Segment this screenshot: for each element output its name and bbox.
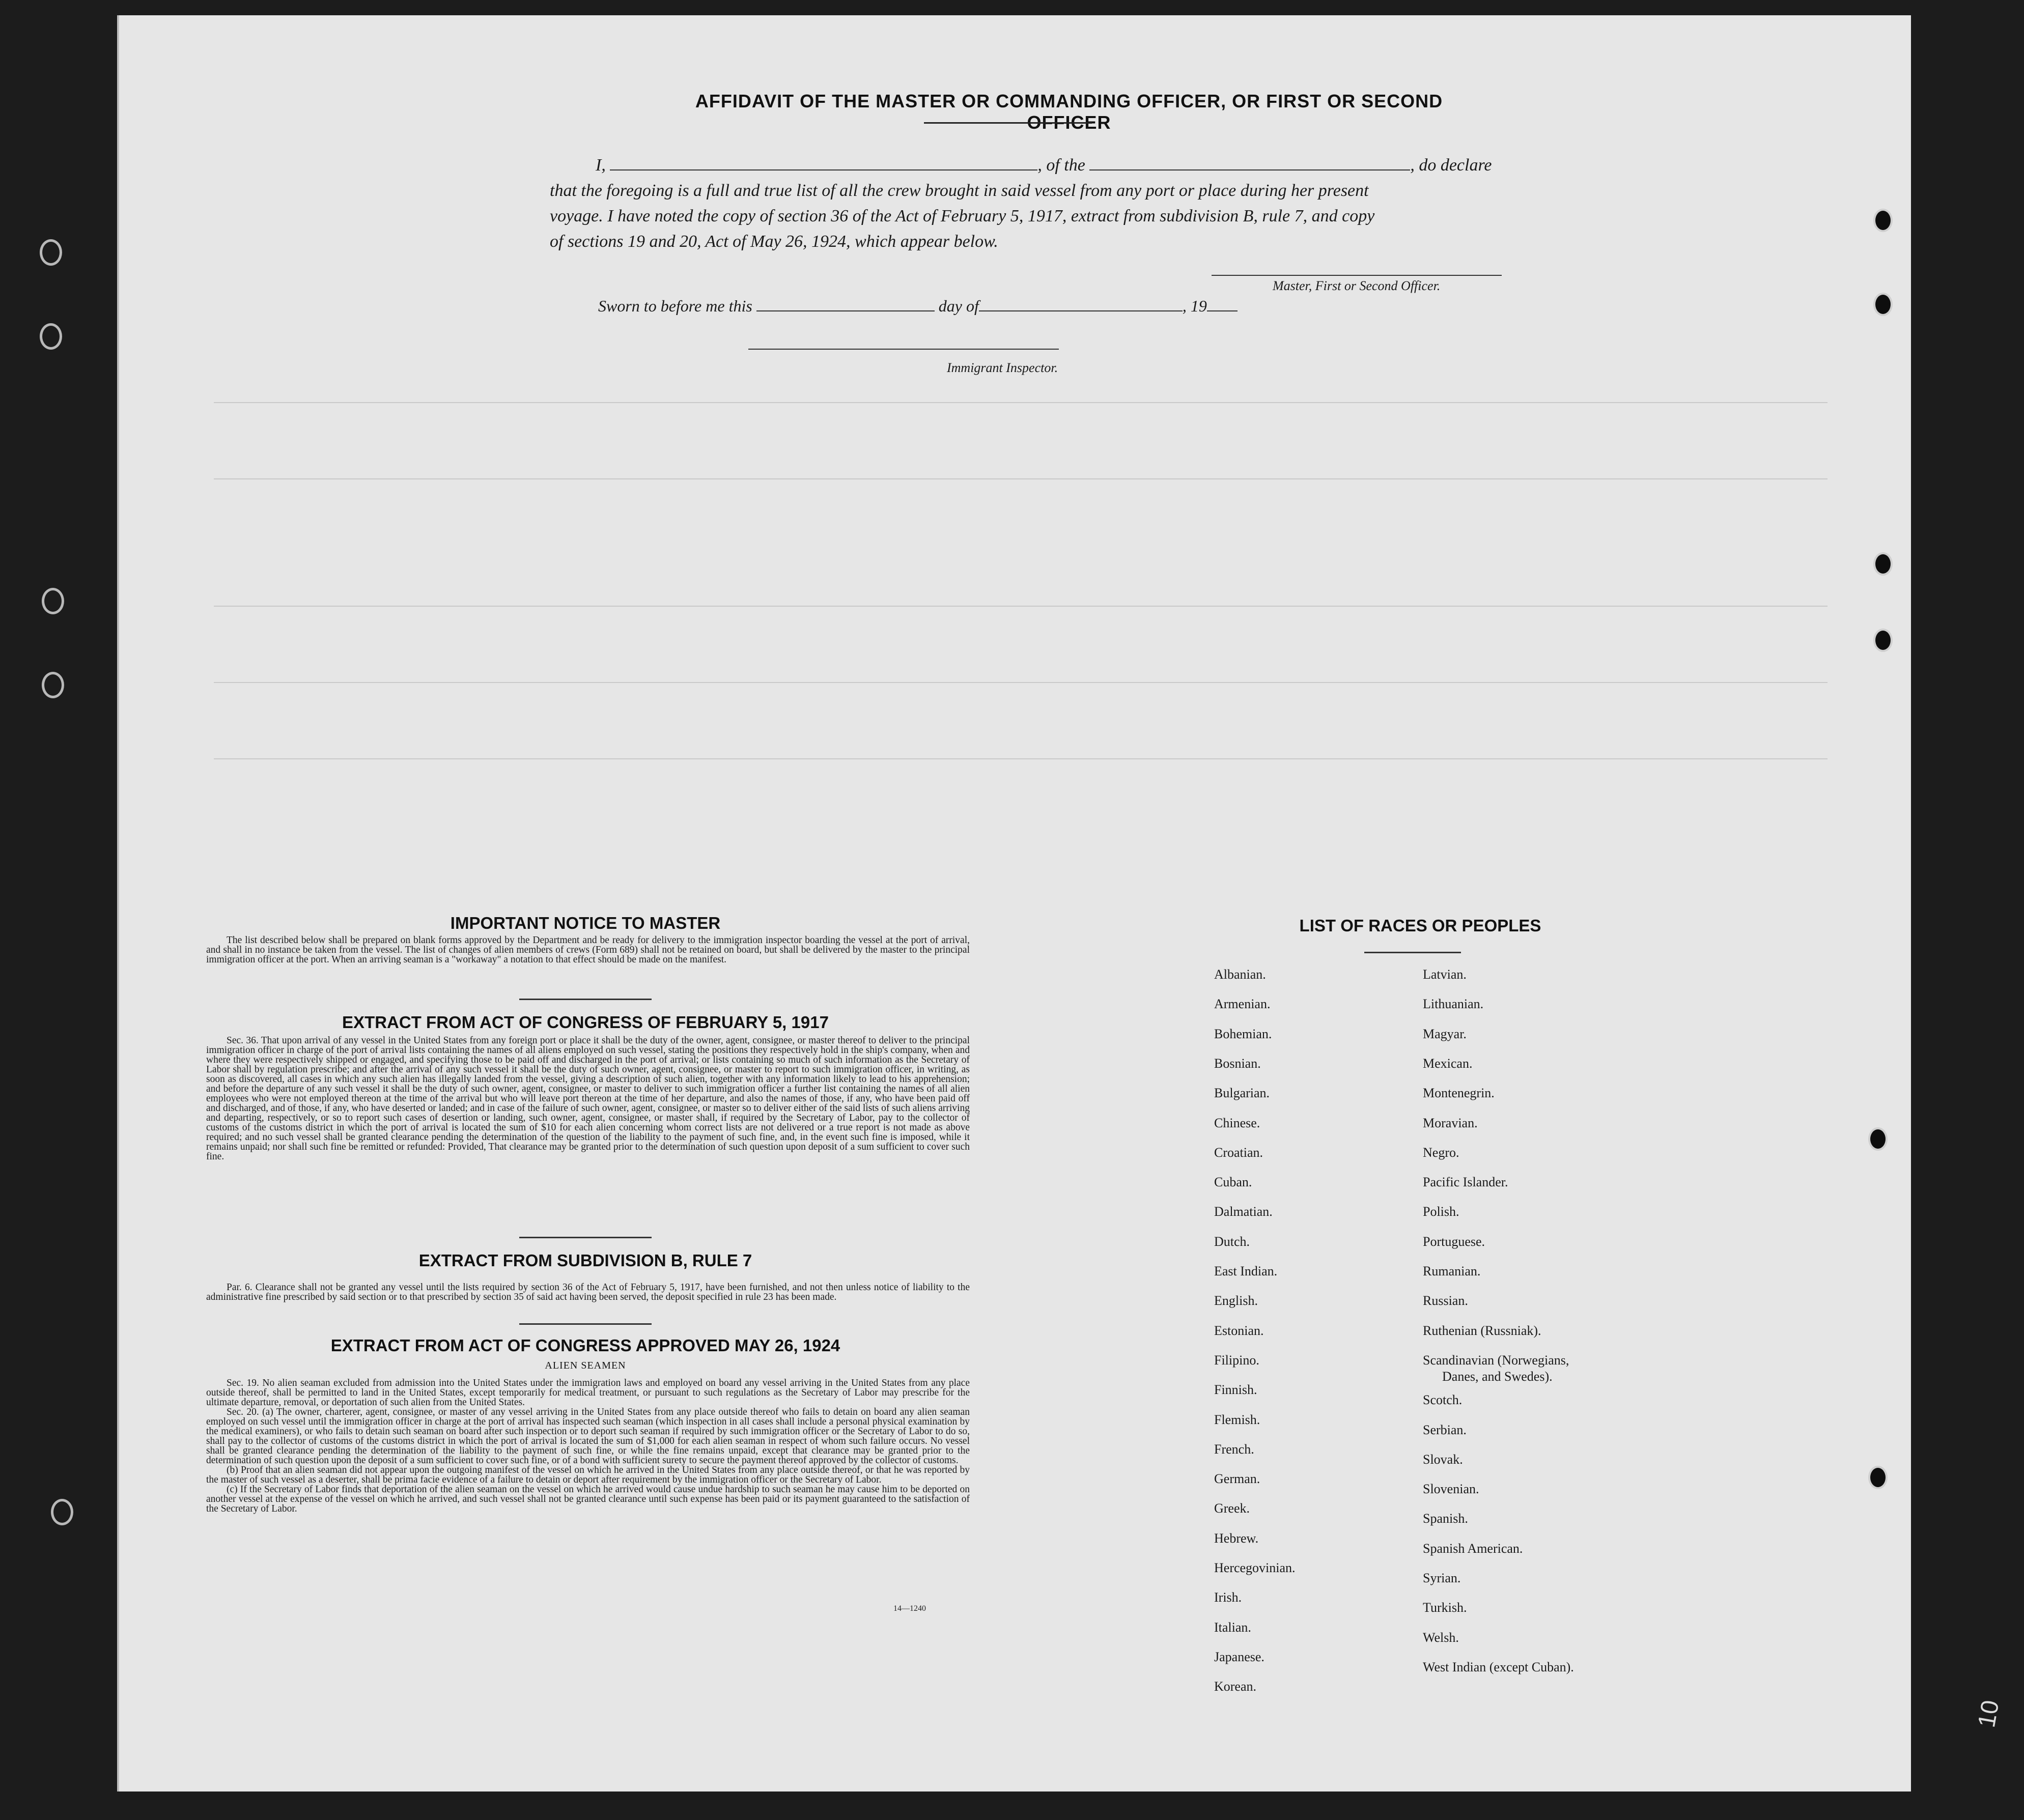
- race-item: Scandinavian (Norwegians,: [1423, 1352, 1569, 1368]
- race-item: Chinese.: [1214, 1115, 1260, 1130]
- affidavit-line-1: [550, 153, 1537, 178]
- race-item: West Indian (except Cuban).: [1423, 1659, 1574, 1674]
- sworn-line: [598, 296, 1238, 316]
- race-item: Slovenian.: [1423, 1482, 1479, 1497]
- race-item: Pacific Islander.: [1423, 1175, 1508, 1190]
- race-item: Turkish.: [1423, 1600, 1467, 1615]
- race-item: Hercegovinian.: [1214, 1560, 1296, 1575]
- notice-text: [206, 935, 970, 964]
- notice-title: IMPORTANT NOTICE TO MASTER: [450, 914, 721, 932]
- alien-seamen-subtitle: ALIEN SEAMEN: [545, 1360, 626, 1371]
- race-item: Rumanian.: [1423, 1264, 1481, 1278]
- race-item: English.: [1214, 1293, 1258, 1309]
- title-divider: [924, 122, 1092, 124]
- race-item: Negro.: [1423, 1145, 1459, 1160]
- race-item: Scotch.: [1423, 1392, 1463, 1408]
- race-item: Welsh.: [1423, 1630, 1459, 1645]
- sworn-text: Sworn to before me this: [598, 297, 752, 315]
- page-number: 10: [1973, 1698, 2005, 1730]
- vessel-blank[interactable]: [1089, 155, 1410, 170]
- race-item: Dutch.: [1214, 1234, 1250, 1249]
- binding-notch: [1868, 1127, 1888, 1151]
- race-item: Slovak.: [1423, 1452, 1463, 1467]
- race-item: Polish.: [1423, 1204, 1459, 1219]
- race-item: Spanish American.: [1423, 1541, 1523, 1556]
- master-signature-line[interactable]: [1212, 275, 1502, 276]
- affidavit-title: AFFIDAVIT OF THE MASTER OR COMMANDING OFFICER, OR FIRST OR SECOND OFFICER: [695, 91, 1443, 133]
- affidavit-line-3: voyage. I have noted the copy of section 36 of the Act of February 5, 1917, extract from subdivision B, rule 7, and copy: [550, 207, 1375, 225]
- race-item: Portuguese.: [1423, 1234, 1485, 1249]
- race-item: Montenegrin.: [1423, 1086, 1495, 1101]
- race-item: Flemish.: [1214, 1412, 1260, 1427]
- race-item: French.: [1214, 1441, 1254, 1457]
- race-item: Albanian.: [1214, 967, 1266, 982]
- extract-1917-title: EXTRACT FROM ACT OF CONGRESS OF FEBRUARY 5, 1917: [342, 1013, 829, 1032]
- race-item: Cuban.: [1214, 1175, 1252, 1190]
- races-title: LIST OF RACES OR PEOPLES: [1299, 916, 1541, 935]
- race-item: East Indian.: [1214, 1264, 1278, 1278]
- binding-notch: [1873, 293, 1893, 316]
- race-item: Lithuanian.: [1423, 997, 1484, 1012]
- sworn-text: , 19: [1182, 297, 1207, 315]
- race-item: Irish.: [1214, 1590, 1242, 1605]
- document-page: [117, 15, 1911, 1791]
- punch-hole: [42, 672, 64, 698]
- race-item: Greek.: [1214, 1501, 1250, 1516]
- section-divider: [519, 999, 652, 1000]
- bleed-through-rule: [214, 682, 1828, 683]
- sec19-paragraph: Sec. 19. No alien seaman excluded from admission into the United States under the immigration laws and employed on board any vessel arriving in the United States from any place outside thereof, shall be permitted to land in the United States, except temporarily for medical treatment, or pursuant to such regulations as the Secretary of Labor may prescribe for the ultimate departure, removal, or deportation of such alien from the United States.: [206, 1378, 970, 1408]
- punch-hole: [51, 1499, 73, 1525]
- race-item: Armenian.: [1214, 997, 1271, 1012]
- sworn-month-blank[interactable]: [979, 296, 1183, 311]
- extract-1917-paragraph: Sec. 36. That upon arrival of any vessel in the United States from any foreign port or place it shall be the duty of the owner, agent, consignee, or master thereof to deliver to the principal immigration officer in charge of the port of arrival lists containing the names of all aliens employed on such vessel, stating the positions they respectively hold in the ship's company, when and where they were respectively shipped or engaged, and specifying those to be paid off and discharged in the port of arrival; or lists containing so much of such information as the Secretary of Labor shall by regulation prescribe; and after the arrival of any such vessel it shall be the duty of such owner, agent, consignee, or master to report to such immigration officer, in writing, as soon as discovered, all cases in which any such alien has illegally landed from the vessel, giving a description of such alien, together with any information likely to lead to his apprehension; and before the departure of any such vessel it shall be the duty of such owner, agent, consignee, or master to deliver to such immigration officer a further list containing the names of all alien employees who were not employed thereon at the time of the arrival but who will leave port thereon at the time of her departure, and also the names of those, if any, who have been paid off and discharged, and of those, if any, who have deserted or landed; and in case of the failure of such owner, agent, consignee, or master so to deliver either of the said lists of such aliens arriving and departing, respectively, or so to report such cases of desertion or landing, such owner, agent, consignee, or master shall, if required by the Secretary of Labor, pay to the collector of customs of the customs district in which the port of arrival is located the sum of $10 for each alien concerning whom correct lists are not delivered or a true report is not made as above required; and no such vessel shall be granted clearance pending the determination of the question of the liability to the payment of such fine, and, in the event such fine is imposed, while it remains unpaid; nor shall such fine be remitted or refunded: Provided, That clearance may be granted prior to the determination of such question upon deposit of a sum sufficient to cover such fine.: [206, 1035, 970, 1162]
- affidavit-body: [550, 153, 1537, 254]
- rule7-paragraph: Par. 6. Clearance shall not be granted any vessel until the lists required by section 36 of the Act of February 5, 1917, have been furnished, and not then unless notice of liability to the administrative fine prescribed by said section or to that prescribed by section 35 of said act having been served, the deposit specified in rule 23 has been made.: [206, 1282, 970, 1302]
- race-item: Hebrew.: [1214, 1530, 1259, 1546]
- section-divider: [519, 1237, 652, 1238]
- master-signature-caption: Master, First or Second Officer.: [1273, 278, 1441, 293]
- race-item: Korean.: [1214, 1679, 1257, 1694]
- sworn-year-blank[interactable]: [1207, 296, 1238, 311]
- race-item: Spanish.: [1423, 1511, 1468, 1526]
- race-item: Bohemian.: [1214, 1026, 1272, 1041]
- notice-paragraph: The list described below shall be prepared on blank forms approved by the Department and be ready for delivery to the immigration inspector boarding the vessel at the port of arrival, and shall in no instance be taken from the vessel. The list of changes of alien members of crews (Form 689) shall not be retained on board, but shall be delivered by the master to the principal immigration officer at the port. When an arriving seaman is a "workaway" a notation to that effect should be made on the manifest.: [206, 935, 970, 965]
- race-item: Mexican.: [1423, 1056, 1473, 1071]
- punch-hole: [40, 239, 62, 266]
- inspector-caption: Immigrant Inspector.: [947, 360, 1058, 375]
- extract-1924-text: [206, 1378, 970, 1514]
- form-number: 14—1240: [893, 1604, 926, 1613]
- sec20b-paragraph: (b) Proof that an alien seaman did not appear upon the outgoing manifest of the vessel on which he arrived in the United States from any place outside thereof, or that he was reported by the master of such vessel as a deserter, shall be prima facie evidence of a failure to detain or deport after requirement by the immigration officer or the Secretary of Labor.: [206, 1465, 970, 1485]
- race-item: Latvian.: [1423, 967, 1467, 982]
- race-item: Croatian.: [1214, 1145, 1263, 1160]
- inspector-signature-line[interactable]: [748, 349, 1059, 350]
- race-item: Magyar.: [1423, 1026, 1467, 1041]
- race-item: Finnish.: [1214, 1382, 1257, 1398]
- sec20a-paragraph: Sec. 20. (a) The owner, charterer, agent, consignee, or master of any vessel arriving in the United States from any place outside thereof who fails to detain on board any alien seaman employed on such vessel until the immigration officer in charge at the port of arrival has inspected such seaman (which inspection in all cases shall include a personal physical examination by the medical examiners), or who fails to detain such seaman on board after such inspection or to deport such seaman if required by such immigration officer or the Secretary of Labor to do so, shall pay to the collector of customs of the customs district in which the port of arrival is located the sum of $1,000 for each alien seaman in respect of whom such failure occurs. No vessel shall be granted clearance pending the determination of the liability to the payment of such fine, or while the fine remains unpaid, except that clearance may be granted prior to the determination of such question upon the deposit of a sum sufficient to cover such fine, or of a bond with sufficient surety to secure the payment thereof approved by the collector of customs.: [206, 1407, 970, 1466]
- section-divider: [519, 1323, 652, 1325]
- punch-hole: [40, 323, 62, 350]
- race-item: Italian.: [1214, 1619, 1251, 1635]
- race-item: Dalmatian.: [1214, 1204, 1273, 1219]
- affidavit-text: , do declare: [1410, 156, 1492, 175]
- rule7-title: EXTRACT FROM SUBDIVISION B, RULE 7: [418, 1251, 752, 1270]
- affidavit-text: I,: [596, 156, 606, 175]
- punch-hole: [42, 588, 64, 614]
- race-item: Filipino.: [1214, 1352, 1259, 1368]
- race-item: German.: [1214, 1471, 1260, 1487]
- race-item: Bulgarian.: [1214, 1086, 1270, 1101]
- binding-notch: [1873, 552, 1893, 576]
- binding-notch: [1868, 1466, 1888, 1489]
- bleed-through-rule: [214, 478, 1828, 479]
- race-item: Bosnian.: [1214, 1056, 1261, 1071]
- bleed-through-rule: [214, 758, 1828, 759]
- race-item: Moravian.: [1423, 1115, 1478, 1130]
- bleed-through-rule: [214, 402, 1828, 403]
- race-item: Danes, and Swedes).: [1442, 1369, 1553, 1384]
- race-item: Japanese.: [1214, 1649, 1264, 1664]
- binding-notch: [1873, 209, 1893, 232]
- race-item: Russian.: [1423, 1293, 1468, 1309]
- sworn-text: day of: [938, 297, 979, 315]
- race-item: Serbian.: [1423, 1422, 1467, 1437]
- affidavit-line-2: that the foregoing is a full and true list of all the crew brought in said vessel from any port or place during her present: [550, 181, 1369, 200]
- race-item: Estonian.: [1214, 1323, 1264, 1338]
- race-item: Syrian.: [1423, 1571, 1461, 1585]
- name-blank[interactable]: [610, 155, 1037, 170]
- bleed-through-rule: [214, 606, 1828, 607]
- rule7-text: [206, 1283, 970, 1302]
- extract-1924-title: EXTRACT FROM ACT OF CONGRESS APPROVED MAY 26, 1924: [330, 1336, 840, 1355]
- affidavit-text: , of the: [1037, 156, 1085, 175]
- race-item: Ruthenian (Russniak).: [1423, 1323, 1541, 1338]
- races-title-divider: [1364, 952, 1461, 953]
- sec20c-paragraph: (c) If the Secretary of Labor finds that deportation of the alien seaman on the vessel on which he arrived would cause undue hardship to such seaman he may cause him to be deported on another vessel at the expense of the vessel on which he arrived, and such vessel shall not be granted clearance until such expense has been paid or its payment guaranteed to the satisfaction of the Secretary of Labor.: [206, 1484, 970, 1514]
- extract-1917-text: [206, 1036, 970, 1161]
- sworn-day-blank[interactable]: [756, 296, 935, 311]
- binding-notch: [1873, 629, 1893, 652]
- affidavit-line-4: of sections 19 and 20, Act of May 26, 1924, which appear below.: [550, 232, 998, 251]
